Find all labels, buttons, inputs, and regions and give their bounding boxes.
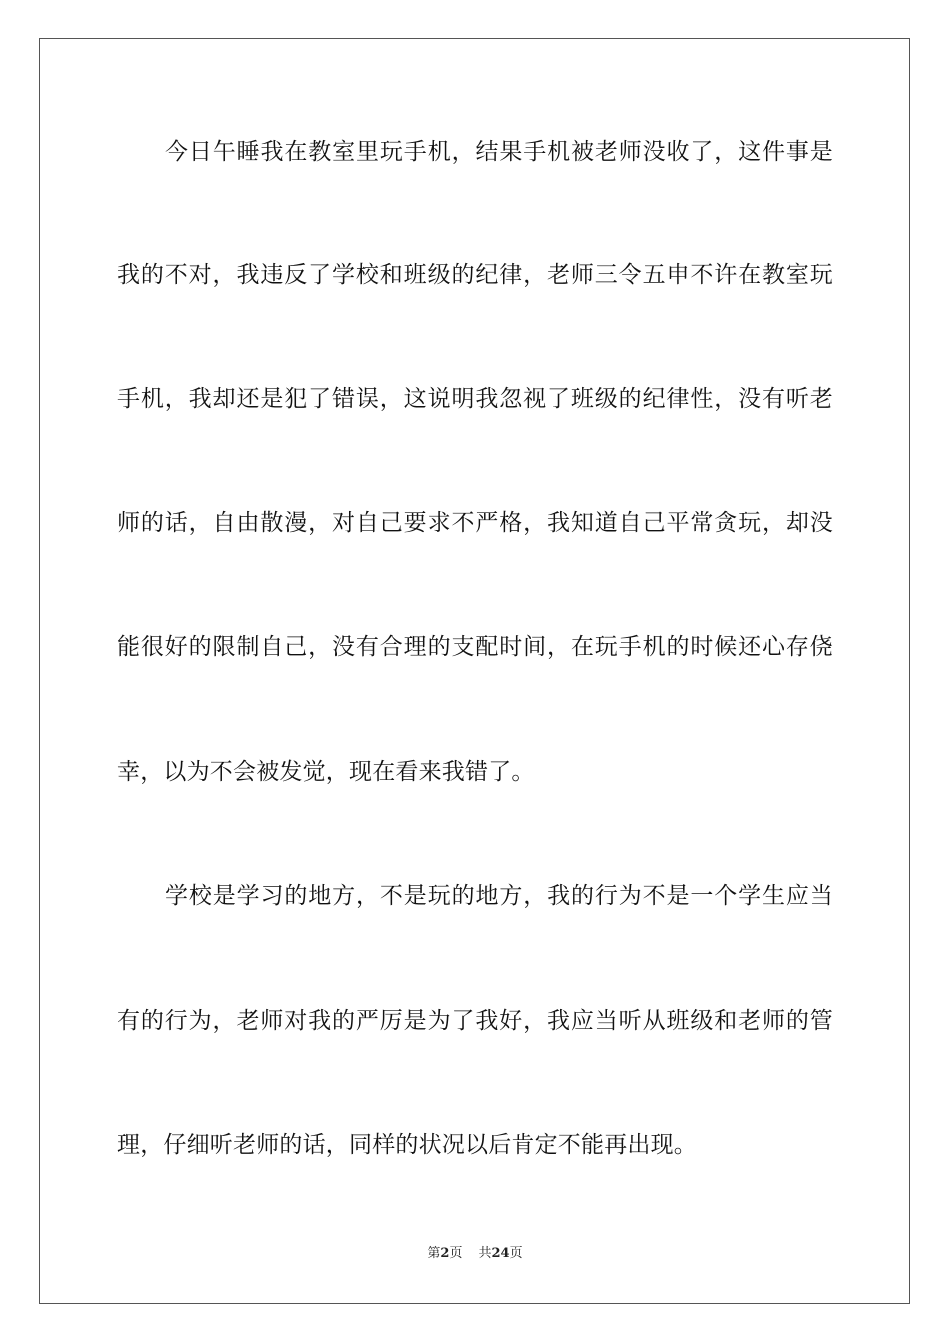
page-suffix: 页	[449, 1246, 463, 1261]
paragraph-1-line-4: 师的话，自由散漫，对自己要求不严格，我知道自己平常贪玩，却没	[117, 510, 833, 536]
paragraph-1-line-3: 手机，我却还是犯了错误，这说明我忽视了班级的纪律性，没有听老	[117, 386, 833, 412]
paragraph-2-line-2: 有的行为，老师对我的严厉是为了我好，我应当听从班级和老师的管	[117, 1008, 833, 1034]
paragraph-1-line-2: 我的不对，我违反了学校和班级的纪律，老师三令五申不许在教室玩	[117, 262, 833, 288]
paragraph-1-line-5: 能很好的限制自己，没有合理的支配时间，在玩手机的时候还心存侥	[117, 634, 833, 660]
page-border	[39, 38, 910, 1304]
total-prefix: 共	[478, 1246, 492, 1261]
total-suffix: 页	[509, 1246, 523, 1261]
page-footer	[0, 1246, 950, 1262]
page-number: 2	[440, 1246, 450, 1261]
total-pages: 24	[491, 1246, 510, 1261]
paragraph-1-line-1: 今日午睡我在教室里玩手机，结果手机被老师没收了，这件事是	[165, 139, 833, 165]
paragraph-2-line-3: 理，仔细听老师的话，同样的状况以后肯定不能再出现。	[117, 1132, 697, 1158]
page-prefix: 第	[427, 1246, 441, 1261]
paragraph-2-line-1: 学校是学习的地方，不是玩的地方，我的行为不是一个学生应当	[165, 883, 833, 909]
paragraph-1-line-6: 幸，以为不会被发觉，现在看来我错了。	[117, 759, 535, 785]
